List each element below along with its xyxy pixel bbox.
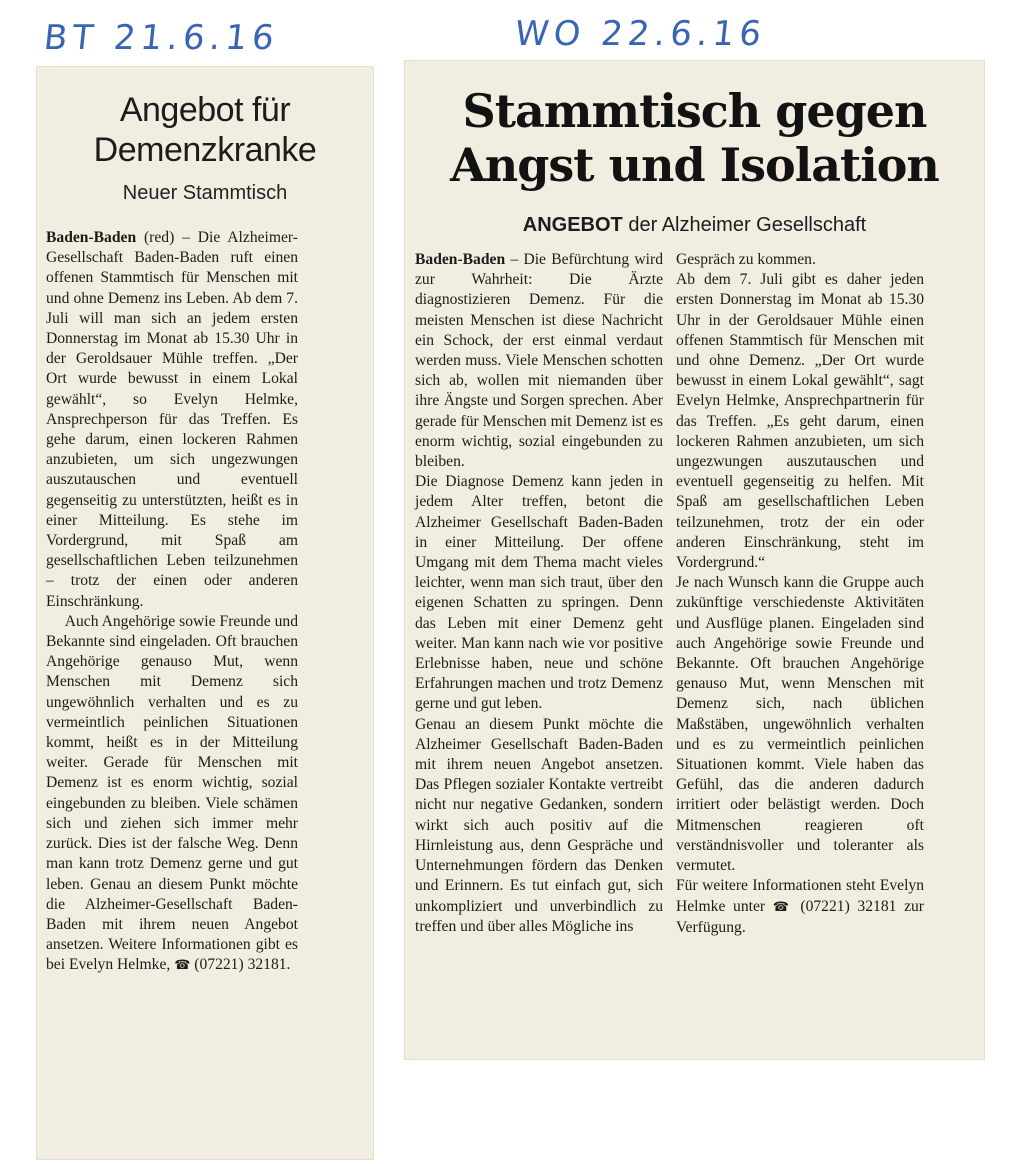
left-article-paragraph-2: Auch Angehörige sowie Freunde und Bekannte sind eingeladen. Oft brauchen Angehörige genauso Mut, wenn Menschen mit Demenz sich ungewöhnlich verhalten und es zu vermeintlich peinlichen Situationen kommt, heißt es in der Mitteilung weiter. Gerade für Menschen mit Demenz ist es enorm wichtig, sozial eingebunden zu bleiben. Viele schämen sich und ziehen sich immer mehr zurück. Dies ist der falsche Weg. Denn man kann trotz Demenz gerne und gut leben. Genau an diesem Punkt möchte die Alzheimer-Gesellschaft Baden-Baden mit ihrem neuen Angebot ansetzen. Weitere Informationen gibt es bei Evelyn Helmke, ☎ (07221) 32181. [46,612,298,974]
right-article-paragraph-5: Ab dem 7. Juli gibt es daher jeden ersten Donnerstag im Monat ab 15.30 Uhr in der Geroldsauer Mühle einen offenen Stammtisch für Menschen mit und ohne Demenz. „Der Ort wurde bewusst in einem Lokal gewählt“, sagt Evelyn Helmke, Ansprechpartnerin für das Treffen. „Es geht darum, einen lockeren Rahmen anzubieten, um sich ungezwungen auszutauschen und eventuell gegenseitig zu helfen. Mit Spaß am gesellschaftlichen Leben teilzunehmen, trotz der ein oder anderen Einschränkung, steht im Vordergrund.“ [676,271,924,572]
left-article-lead: (red) – Die Alzheimer-Gesellschaft Baden-Baden ruft einen offenen Stammtisch für Menschen mit und ohne Demenz ins Leben. Ab dem 7. Juli will man sich an jedem ersten Donnerstag im Monat ab 15.30 Uhr in der Geroldsauer Mühle treffen. „Der Ort wurde bewusst in einem Lokal gewählt“, so Evelyn Helmke, Ansprechperson für das Treffen. Es gehe darum, einen lockeren Rahmen anzubieten, um sich ungezwungen auszutauschen und eventuell gegenseitig zu unterstützten, heißt es in einer Mitteilung. Es stehe im Vordergrund, mit Spaß am gesellschaftlichen Leben teilzunehmen – trotz der einen oder anderen Einschränkung. [46,229,298,610]
left-article-body [46,228,298,977]
left-article-phone: (07221) 32181. [194,956,291,974]
telephone-icon: ☎ [772,899,793,915]
right-article-paragraph-1: Baden-Baden – Die Befürchtung wird zur Wahrheit: Die Ärzte diagnostizieren Demenz. Für die meisten Menschen ist diese Nachricht ein Schock, der erst einmal verdaut werden muss. Viele Menschen schotten sich ab, wollen mit niemanden über ihre Ängste und Sorgen sprechen. Aber gerade für Menschen mit Demenz ist es enorm wichtig, sozial eingebunden zu bleiben. [415,251,663,471]
right-article-dateline: Baden-Baden [415,251,506,268]
left-article-headline: Angebot für Demenzkranke [93,91,317,169]
handwritten-note-left: BT 21.6.16 [41,18,281,58]
left-article-dateline: Baden-Baden [46,229,137,246]
right-newspaper-clipping [404,60,985,1060]
left-article-paragraph-1 [46,228,298,612]
right-article-headline: Stammtisch gegen Angst und Isolation [450,84,939,192]
right-article-kicker: ANGEBOT der Alzheimer Gesellschaft [522,214,867,236]
right-article-paragraph-3: Genau an diesem Punkt möchte die Alzheimer Gesellschaft Baden-Baden mit ihrem neuen Angebot ansetzen. Das Pflegen sozialer Kontakte vertreibt nicht nur negative Gedanken, sondern wirkt sich auch positiv auf die Hirnleistung aus, denn Gespräche und Unternehmungen fördern das Denken und Erinnern. Es tut einfach gut, sich unkompliziert und unverbindlich zu treffen und über alles Mögliche ins [415,715,663,935]
right-article-paragraph-7: Für weitere Informationen steht Evelyn Helmke unter ☎ (07221) 32181 zur Verfügung. [676,877,924,936]
right-article-paragraph-4: Gespräch zu kommen. [676,251,816,268]
right-article-paragraph-2: Die Diagnose Demenz kann jeden in jedem Alter treffen, betont die Alzheimer Gesellschaft Baden-Baden in einer Mitteilung. Der offene Umgang mit dem Thema macht vieles leichter, wenn man sich traut, über den eigenen Schatten zu springen. Denn das Leben mit einer Demenz geht weiter. Man kann nach wie vor positive Erlebnisse haben, neue und schöne Erfahrungen machen und trotz Demenz gerne und gut leben. [415,473,663,713]
telephone-icon: ☎ [174,958,191,974]
right-article-column-2 [676,250,924,938]
left-article-subheadline: Neuer Stammtisch [122,182,288,204]
right-article-column-1 [415,250,663,937]
left-newspaper-clipping [36,66,374,1160]
right-article-paragraph-6: Je nach Wunsch kann die Gruppe auch zukünftige verschiedenste Aktivitäten und Ausflüge planen. Eingeladen sind auch Angehörige sowie Freunde und Bekannte. Oft brauchen Angehörige genauso Mut, wenn Menschen mit Demenz sich, nach üblichen Maßstäben, ungewöhnlich verhalten und es zu vermeintlich peinlichen Situationen kommt. Viele haben das Gefühl, das die anderen dadurch irritiert oder belästigt werden. Doch Mitmenschen reagieren oft verständnisvoller und toleranter als vermutet. [676,574,924,875]
handwritten-note-right: WO 22.6.16 [512,14,769,54]
